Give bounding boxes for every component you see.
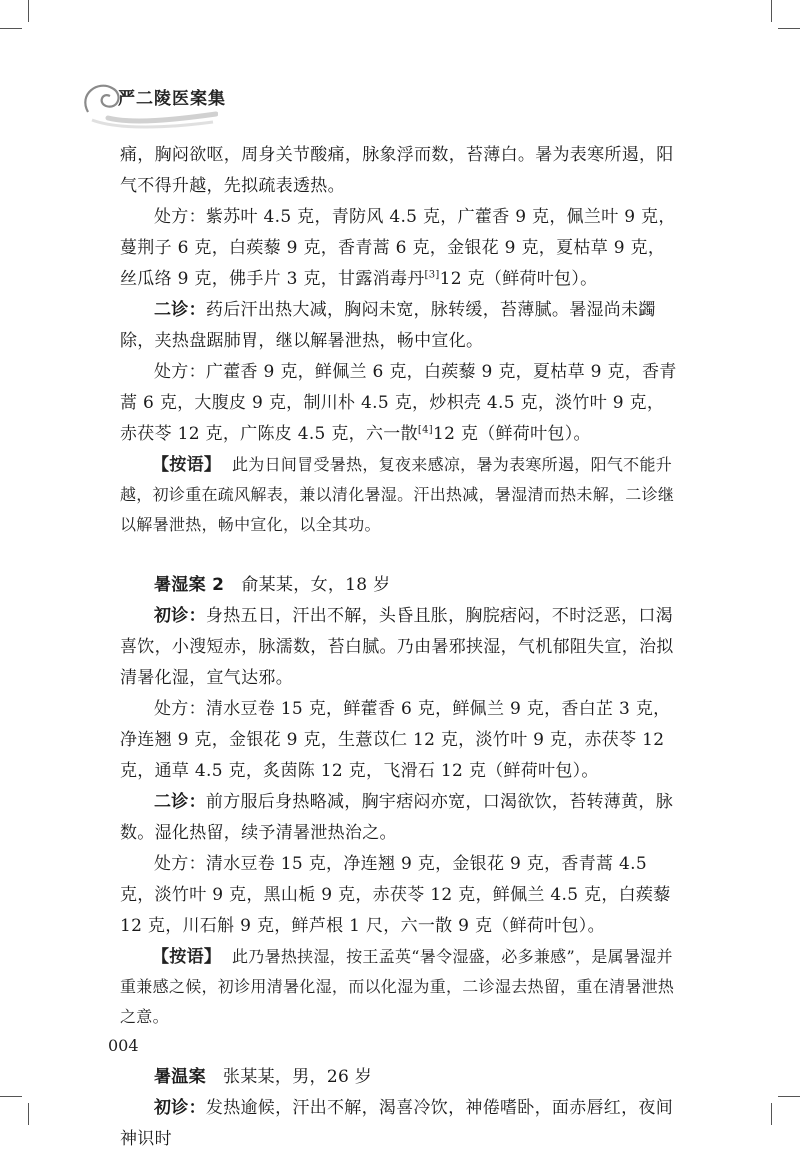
crop-mark-top-left-v (28, 0, 29, 22)
second-visit-paragraph: 二诊：药后汗出热大减，胸闷未宽，脉转缓，苔薄腻。暑湿尚未蠲除，夹热盘踞肺胃，继以解暑泄热，畅中宣化。 (120, 300, 656, 351)
page-number: 004 (108, 1036, 139, 1055)
spacer (120, 1032, 680, 1062)
prescription-paragraph: 处方：清水豆卷 15 克，鲜藿香 6 克，鲜佩兰 9 克，香白芷 3 克，净连翘 9 克，金银花 9 克，生薏苡仁 12 克，淡竹叶 9 克，赤茯苓 12 克，通草 4.5 克，炙茵陈 12 克，飞滑石 12 克（鲜荷叶包）。 (120, 699, 671, 781)
crop-mark-top-right-v (771, 0, 772, 22)
prescription-paragraph: 处方：广藿香 9 克，鲜佩兰 6 克，白蒺藜 9 克，夏枯草 9 克，香青蒿 6 克，大腹皮 9 克，制川朴 4.5 克，炒枳壳 4.5 克，淡竹叶 9 克，赤茯苓 12 克，广陈皮 4.5 克，六一散[4]12 克（鲜荷叶包）。 (120, 362, 677, 444)
paragraph: 痛，胸闷欲呕，周身关节酸痛，脉象浮而数，苔薄白。暑为表寒所遏，阳气不得升越，先拟疏表透热。 (120, 145, 674, 196)
crop-mark-top-left-h (0, 28, 22, 29)
page-content (120, 140, 680, 1155)
case-heading: 暑湿案 2 俞某某，女，18 岁 (154, 575, 391, 595)
case-heading: 暑温案 张某某，男，26 岁 (154, 1067, 373, 1087)
crop-mark-bottom-left-h (0, 1096, 22, 1097)
crop-mark-top-right-h (778, 28, 800, 29)
crop-mark-bottom-right-h (778, 1096, 800, 1097)
first-visit-paragraph: 初诊：身热五日，汗出不解，头昏且胀，胸脘痞闷，不时泛恶，口渴喜饮，小溲短赤，脉濡数，苔白腻。乃由暑邪挟湿，气机郁阻失宣，治拟清暑化湿，宣气达邪。 (120, 606, 674, 688)
footnote-ref: [3] (424, 269, 440, 281)
book-title: 严二陵医案集 (118, 89, 226, 109)
commentary-paragraph: 【按语】 此乃暑热挟湿，按王孟英“暑令湿盛，必多兼感”，是属暑湿并重兼感之候，初诊用清暑化湿，而以化湿为重，二诊湿去热留，重在清暑泄热之意。 (120, 947, 675, 1026)
crop-mark-bottom-left-v (28, 1103, 29, 1125)
first-visit-paragraph: 初诊：发热逾候，汗出不解，渴喜冷饮，神倦嗜卧，面赤唇红，夜间神识时 (120, 1098, 674, 1149)
commentary-paragraph: 【按语】 此为日间冒受暑热，复夜来感凉，暑为表寒所遏，阳气不能升越，初诊重在疏风解表，兼以清化暑湿。汗出热减，暑湿清而热未解，二诊继以解暑泄热，畅中宣化，以全其功。 (120, 455, 675, 534)
crop-mark-bottom-right-v (771, 1103, 772, 1125)
second-visit-paragraph: 二诊：前方服后身热略减，胸宇痞闷亦宽，口渴欲饮，苔转薄黄，脉数。湿化热留，续予清暑泄热治之。 (120, 792, 674, 843)
spacer (120, 540, 680, 570)
footnote-ref: [4] (417, 424, 433, 436)
prescription-paragraph: 处方：清水豆卷 15 克，净连翘 9 克，金银花 9 克，香青蒿 4.5 克，淡竹叶 9 克，黑山栀 9 克，赤茯苓 12 克，鲜佩兰 4.5 克，白蒺藜 12 克，川石斛 9 克，鲜芦根 1 尺，六一散 9 克（鲜荷叶包）。 (120, 854, 671, 936)
prescription-paragraph: 处方：紫苏叶 4.5 克，青防风 4.5 克，广藿香 9 克，佩兰叶 9 克，蔓荆子 6 克，白蒺藜 9 克，香青蒿 6 克，金银花 9 克，夏枯草 9 克，丝瓜络 9 克，佛手片 3 克，甘露消毒丹[3]12 克（鲜荷叶包）。 (120, 207, 676, 289)
